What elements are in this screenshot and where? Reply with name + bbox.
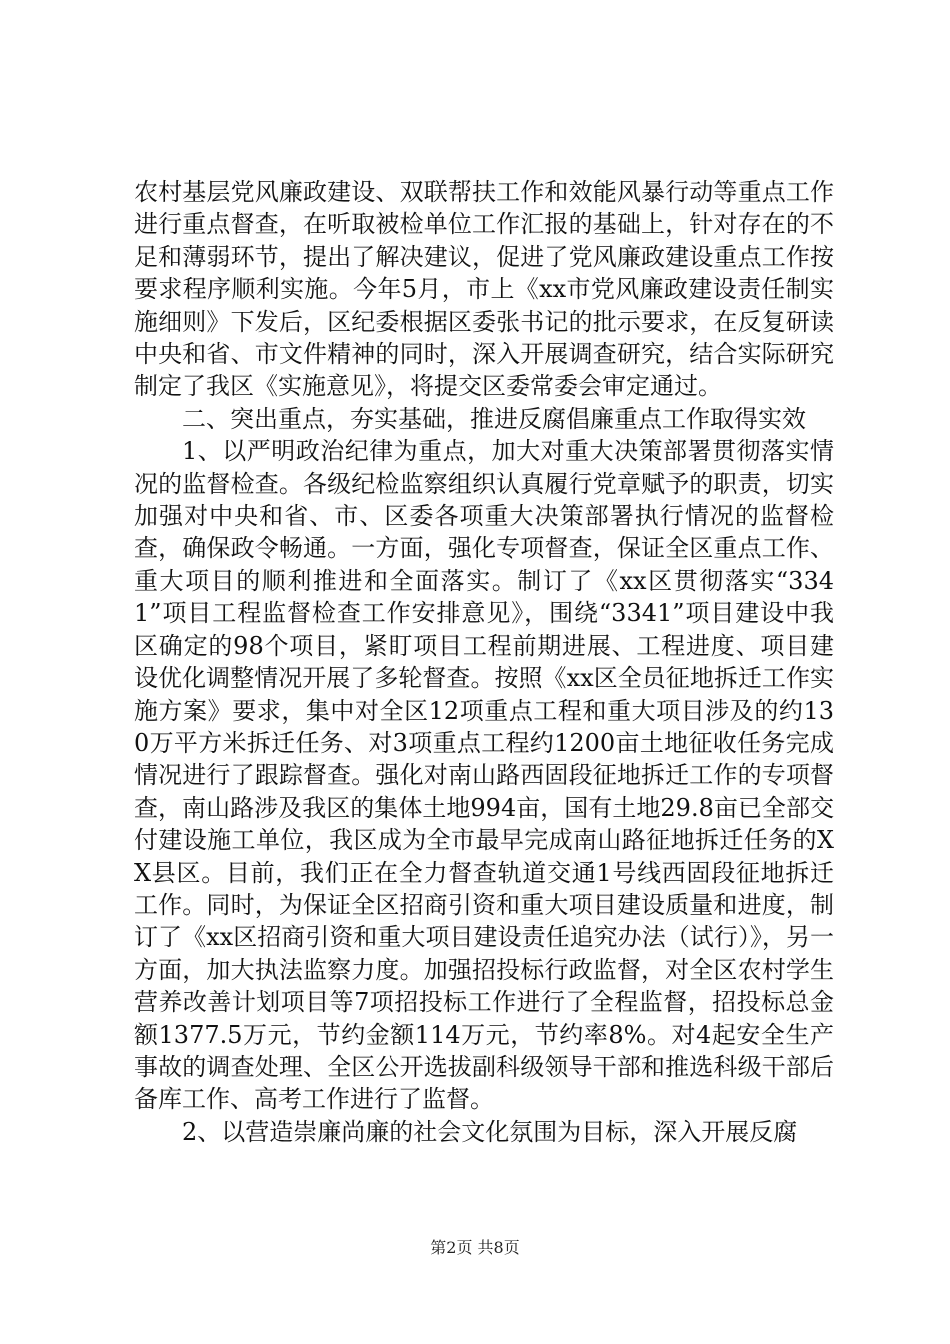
paragraph-continuation: 农村基层党风廉政建设、双联帮扶工作和效能风暴行动等重点工作进行重点督查，在听取被检单位工作汇报的基础上，针对存在的不足和薄弱环节，提出了解决建议，促进了党风廉政建设重点工作按要求程序顺利实施。今年5月，市上《xx市党风廉政建设责任制实施细则》下发后，区纪委根据区委张书记的批示要求，在反复研读中央和省、市文件精神的同时，深入开展调查研究，结合实际研究制定了我区《实施意见》，将提交区委常委会审定通过。 xyxy=(134,178,834,401)
page-number-label: 第2页 共8页 xyxy=(430,1238,520,1257)
paragraph-item-1: 1、以严明政治纪律为重点，加大对重大决策部署贯彻落实情况的监督检查。各级纪检监察组织认真履行党章赋予的职责，切实加强对中央和省、市、区委各项重大决策部署执行情况的监督检查，确保政令畅通。一方面，强化专项督查，保证全区重点工作、重大项目的顺利推进和全面落实。制订了《xx区贯彻落实“3341”项目工程监督检查工作安排意见》，围绕“3341”项目建设中我区确定的98个项目，紧盯项目工程前期进展、工程进度、项目建设优化调整情况开展了多轮督查。按照《xx区全员征地拆迁工作实施方案》要求，集中对全区12项重点工程和重大项目涉及的约130万平方米拆迁任务、对3项重点工程约1200亩土地征收任务完成情况进行了跟踪督查。强化对南山路西固段征地拆迁工作的专项督查，南山路涉及我区的集体土地994亩，国有土地29.8亩已全部交付建设施工单位，我区成为全市最早完成南山路征地拆迁任务的XX县区。目前，我们正在全力督查轨道交通1号线西固段征地拆迁工作。同时，为保证全区招商引资和重大项目建设质量和进度，制订了《xx区招商引资和重大项目建设责任追究办法（试行）》，另一方面，加大执法监察力度。加强招投标行政监督，对全区农村学生营养改善计划项目等7项招投标工作进行了全程监督，招投标总金额1377.5万元，节约金额114万元，节约率8%。对4起安全生产事故的调查处理、全区公开选拔副科级领导干部和推选科级干部后备库工作、高考工作进行了监督。 xyxy=(134,437,834,1114)
section-heading: 二、突出重点，夯实基础，推进反腐倡廉重点工作取得实效 xyxy=(182,404,806,433)
paragraph-item-2: 2、以营造崇廉尚廉的社会文化氛围为目标，深入开展反腐 xyxy=(182,1117,798,1146)
document-body xyxy=(134,176,834,1148)
page-footer xyxy=(0,1238,950,1258)
